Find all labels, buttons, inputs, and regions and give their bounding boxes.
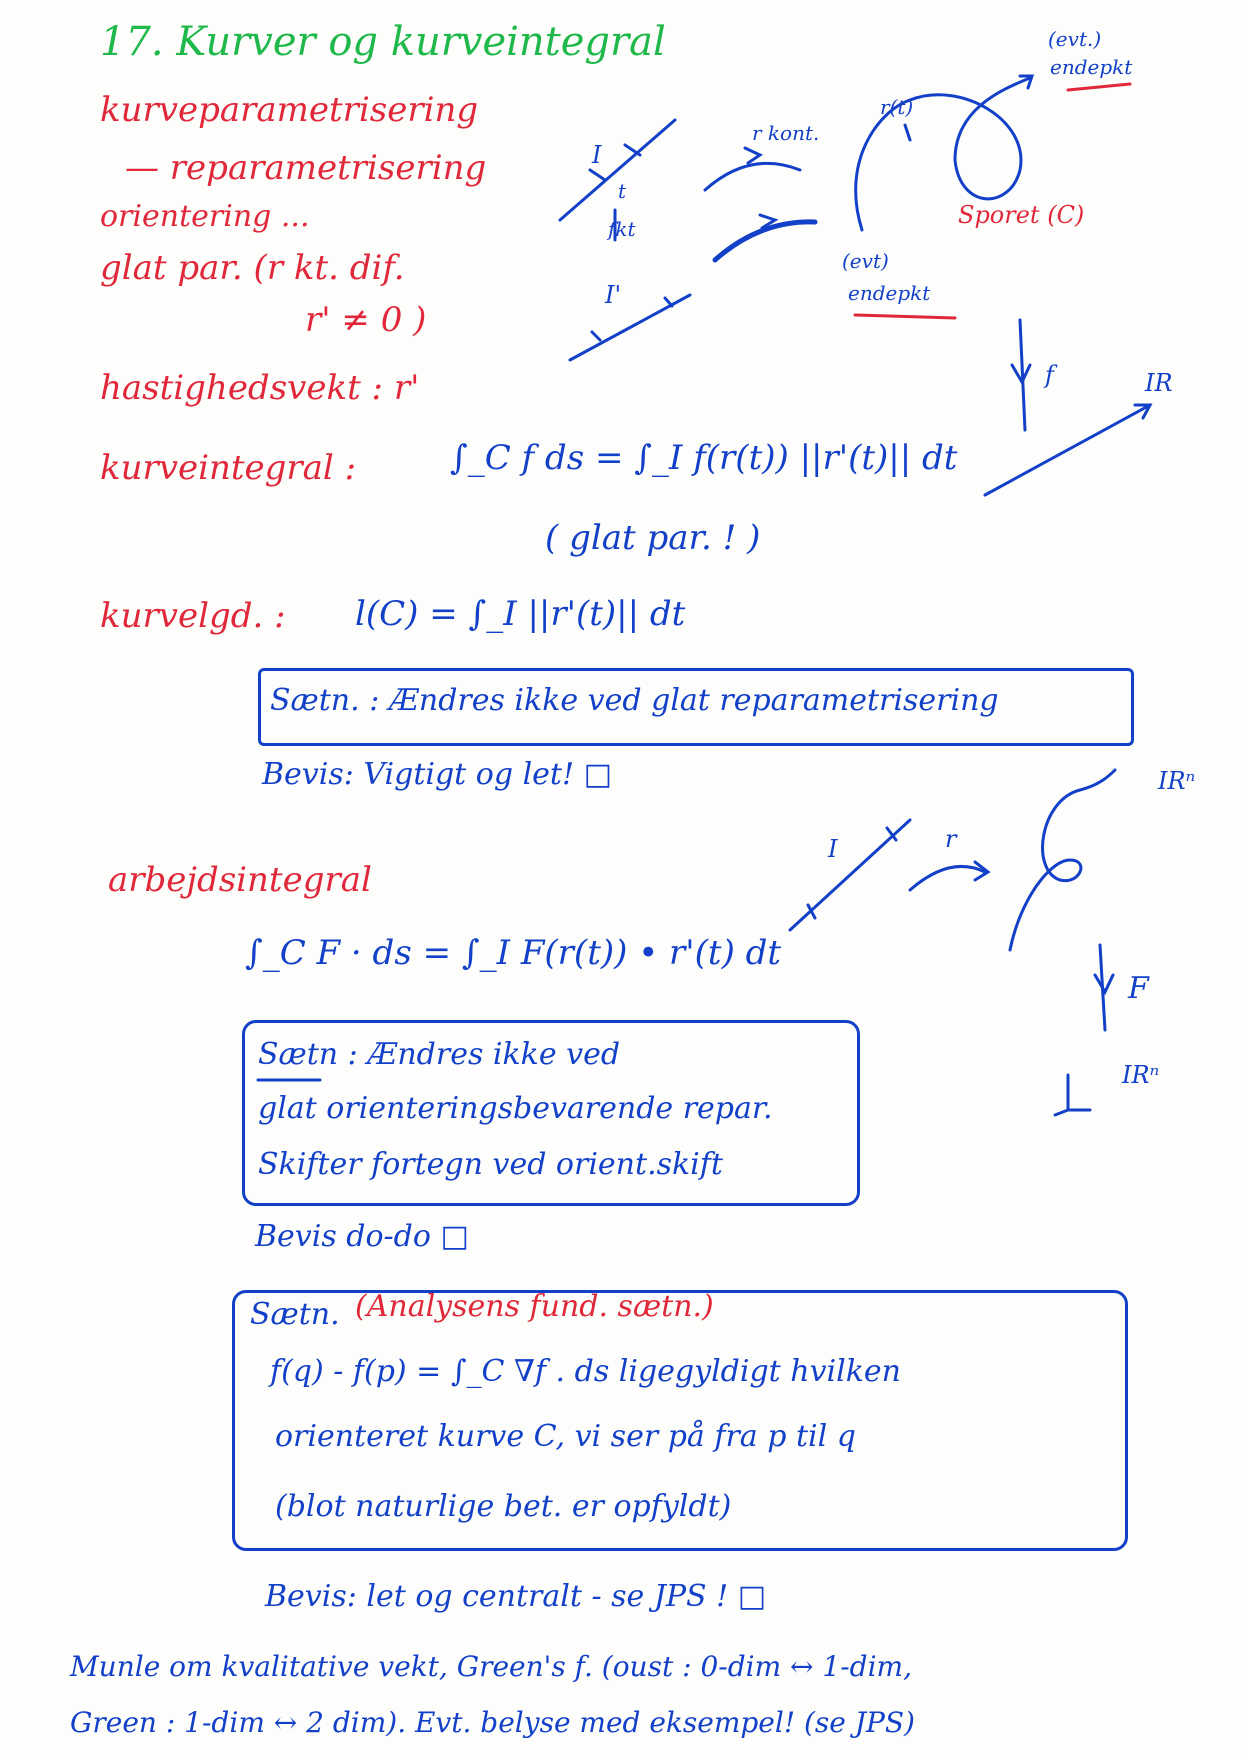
label-r: IR [1145,369,1173,397]
label-evt-top: (evt.) [1048,27,1102,51]
arrow-head [745,148,760,163]
tick [905,125,910,140]
theorem-2-line2: glat orienteringsbevarende repar. [258,1091,773,1126]
interval-i-line [560,120,675,220]
page-title: 17. Kurver og kurveintegral [100,19,666,65]
topic-arbejdsintegral: arbejdsintegral [108,860,372,900]
arbejdsintegral-formula: ∫_C F · ds = ∫_I F(r(t)) • r'(t) dt [245,933,782,973]
curve-r2 [910,866,985,890]
label-endepkt-bottom: endepkt [848,281,931,305]
glat-par-note: ( glat par. ! ) [545,518,761,558]
kurvelgd-formula: l(C) = ∫_I ||r'(t)|| dt [355,594,686,634]
kurveintegral-formula: ∫_C f ds = ∫_I f(r(t)) ||r'(t)|| dt [450,438,958,478]
footer-line2: Green : 1-dim ↔ 2 dim). Evt. belyse med eksempel! (se JPS) [70,1706,915,1739]
topic-glat-par-line1: glat par. (r kt. dif. [100,248,405,288]
curve-r [705,163,800,190]
topic-glat-par-line2: r' ≠ 0 ) [305,300,427,340]
r-line [985,405,1150,495]
proof-3: Bevis: let og centralt - se JPS ! □ [265,1579,767,1614]
theorem-3-line3: orienteret kurve C, vi ser på fra p til q [275,1419,856,1454]
theorem-1-text: Sætn. : Ændres ikke ved glat reparametrisering [270,683,999,718]
label-r2: r [945,825,957,853]
label-i: I [592,141,602,169]
underline [855,315,955,318]
label-rn-1: IRⁿ [1158,767,1196,795]
trace-curve-2 [1010,770,1115,950]
theorem-3-label: Sætn. [250,1297,340,1332]
theorem-3-line4: (blot naturlige bet. er opfyldt) [275,1489,732,1524]
axis-corner [1068,1075,1090,1110]
theorem-2-line1: Sætn : Ændres ikke ved [258,1037,621,1072]
topic-kurvelgd: kurvelgd. : [100,596,286,636]
topic-kurveparametrisering: kurveparametrisering [100,90,479,130]
label-i2: I [828,835,838,863]
label-evt-bottom: (evt) [842,249,889,273]
label-f-vector: F [1128,971,1149,1006]
proof-2: Bevis do-do □ [255,1219,469,1254]
topic-kurveintegral: kurveintegral : [100,448,357,488]
tick [590,170,605,180]
proof-1: Bevis: Vigtigt og let! □ [262,757,612,792]
tick [1055,1110,1068,1115]
label-fkt: fkt [608,217,636,241]
footer-line1: Munle om kvalitative vekt, Green's f. (oust : 0-dim ↔ 1-dim, [70,1650,913,1683]
label-f: f [1045,361,1054,389]
label-sporet: Sporet (C) [958,201,1085,229]
tick [665,298,672,306]
underline [1068,84,1130,90]
label-r-t: r(t) [880,95,914,119]
topic-hastighedsvekt: hastighedsvekt : r' [100,368,420,408]
arrow-head [1095,975,1113,992]
label-r-kont: r kont. [752,121,820,145]
topic-orientering: orientering ... [100,199,310,234]
theorem-3-line2: f(q) - f(p) = ∫_C ∇f . ds ligegyldigt hvilken [270,1354,901,1389]
theorem-2-line3: Skifter fortegn ved orient.skift [258,1147,723,1182]
tick [625,145,640,155]
topic-reparametrisering: — reparametrisering [125,148,487,188]
theorem-3-subtitle: (Analysens fund. sætn.) [355,1289,714,1324]
label-endepkt-top: endepkt [1050,55,1133,79]
tick [592,332,600,340]
label-t: t [618,179,627,203]
label-rn-2: IRⁿ [1122,1061,1160,1089]
label-i-prime: I' [605,281,622,309]
